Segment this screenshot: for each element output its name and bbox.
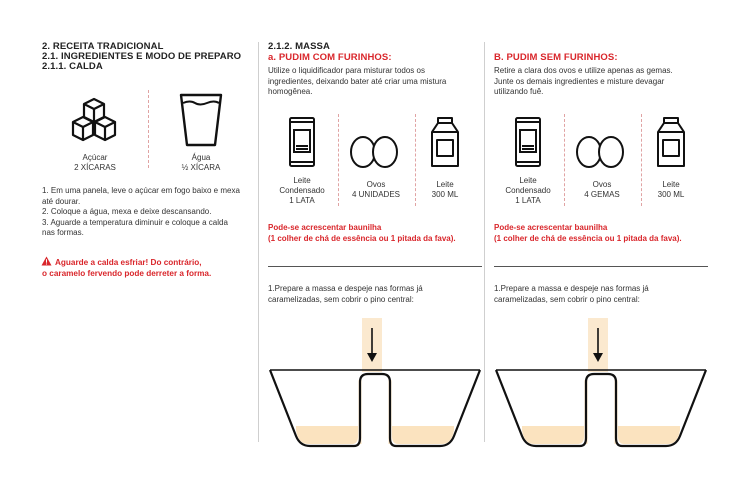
pour-step: 1.Prepare a massa e despeje nas formas já caramelizadas, sem cobrir o pino central: bbox=[268, 284, 423, 304]
section-title: 2. RECEITA TRADICIONAL bbox=[42, 41, 164, 52]
sem-furinhos-title: B. PUDIM SEM FURINHOS: bbox=[494, 52, 618, 63]
calda-warning: Aguarde a calda esfriar! Do contrário, o caramelo fervendo pode derreter a forma. bbox=[42, 258, 212, 278]
eggs-icon bbox=[574, 130, 628, 170]
sugar-label: Açúcar 2 XÍCARAS bbox=[74, 153, 116, 172]
sem-furinhos-intro: Retire a clara dos ovos e utilize apenas as gemas. Junte os demais ingredientes e misture devagar utilizando fuê. bbox=[494, 66, 673, 96]
section-separator bbox=[268, 266, 482, 267]
vanilla-tip: Pode-se acrescentar baunilha (1 colher de chá de essência ou 1 pitada da fava). bbox=[268, 223, 456, 243]
section-subtitle: 2.1. INGREDIENTES E MODO DE PREPARO bbox=[42, 51, 242, 62]
can-label: Leite Condensado 1 LATA bbox=[505, 176, 551, 205]
milk-carton-icon bbox=[430, 116, 460, 168]
com-furinhos-intro: Utilize o liquidificador para misturar todos os ingredientes, deixando bater até criar uma mistura homogênea. bbox=[268, 66, 447, 96]
sugar-cubes-icon bbox=[64, 90, 124, 150]
pudding-mold-icon bbox=[494, 318, 708, 452]
eggs-label: Ovos 4 GEMAS bbox=[584, 180, 620, 199]
ingredient-divider bbox=[148, 90, 149, 168]
water-label: Água ½ XÍCARA bbox=[181, 153, 221, 172]
milk-label: Leite 300 ML bbox=[657, 180, 685, 199]
eggs-icon bbox=[348, 130, 402, 170]
calda-steps: 1. Em uma panela, leve o açúcar em fogo baixo e mexa até dourar. 2. Coloque a água, mexa e deixe descansando. 3. Aguarde a temperatura diminuir e coloque a calda nas formas. bbox=[42, 186, 240, 237]
milk-label: Leite 300 ML bbox=[431, 180, 459, 199]
glass-of-water-icon bbox=[178, 92, 224, 148]
column-divider bbox=[484, 42, 485, 442]
milk-carton-icon bbox=[656, 116, 686, 168]
calda-title: 2.1.1. CALDA bbox=[42, 61, 103, 72]
pudding-mold-icon bbox=[268, 318, 482, 452]
column-divider bbox=[258, 42, 259, 442]
com-furinhos-title: a. PUDIM COM FURINHOS: bbox=[268, 52, 392, 63]
section-separator bbox=[494, 266, 708, 267]
eggs-label: Ovos 4 UNIDADES bbox=[351, 180, 400, 199]
condensed-milk-can-icon bbox=[514, 116, 542, 168]
vanilla-tip: Pode-se acrescentar baunilha (1 colher de chá de essência ou 1 pitada da fava). bbox=[494, 223, 682, 243]
condensed-milk-can-icon bbox=[288, 116, 316, 168]
can-label: Leite Condensado 1 LATA bbox=[279, 176, 325, 205]
pour-step: 1.Prepare a massa e despeje nas formas já caramelizadas, sem cobrir o pino central: bbox=[494, 284, 649, 304]
massa-title: 2.1.2. MASSA bbox=[268, 41, 330, 52]
